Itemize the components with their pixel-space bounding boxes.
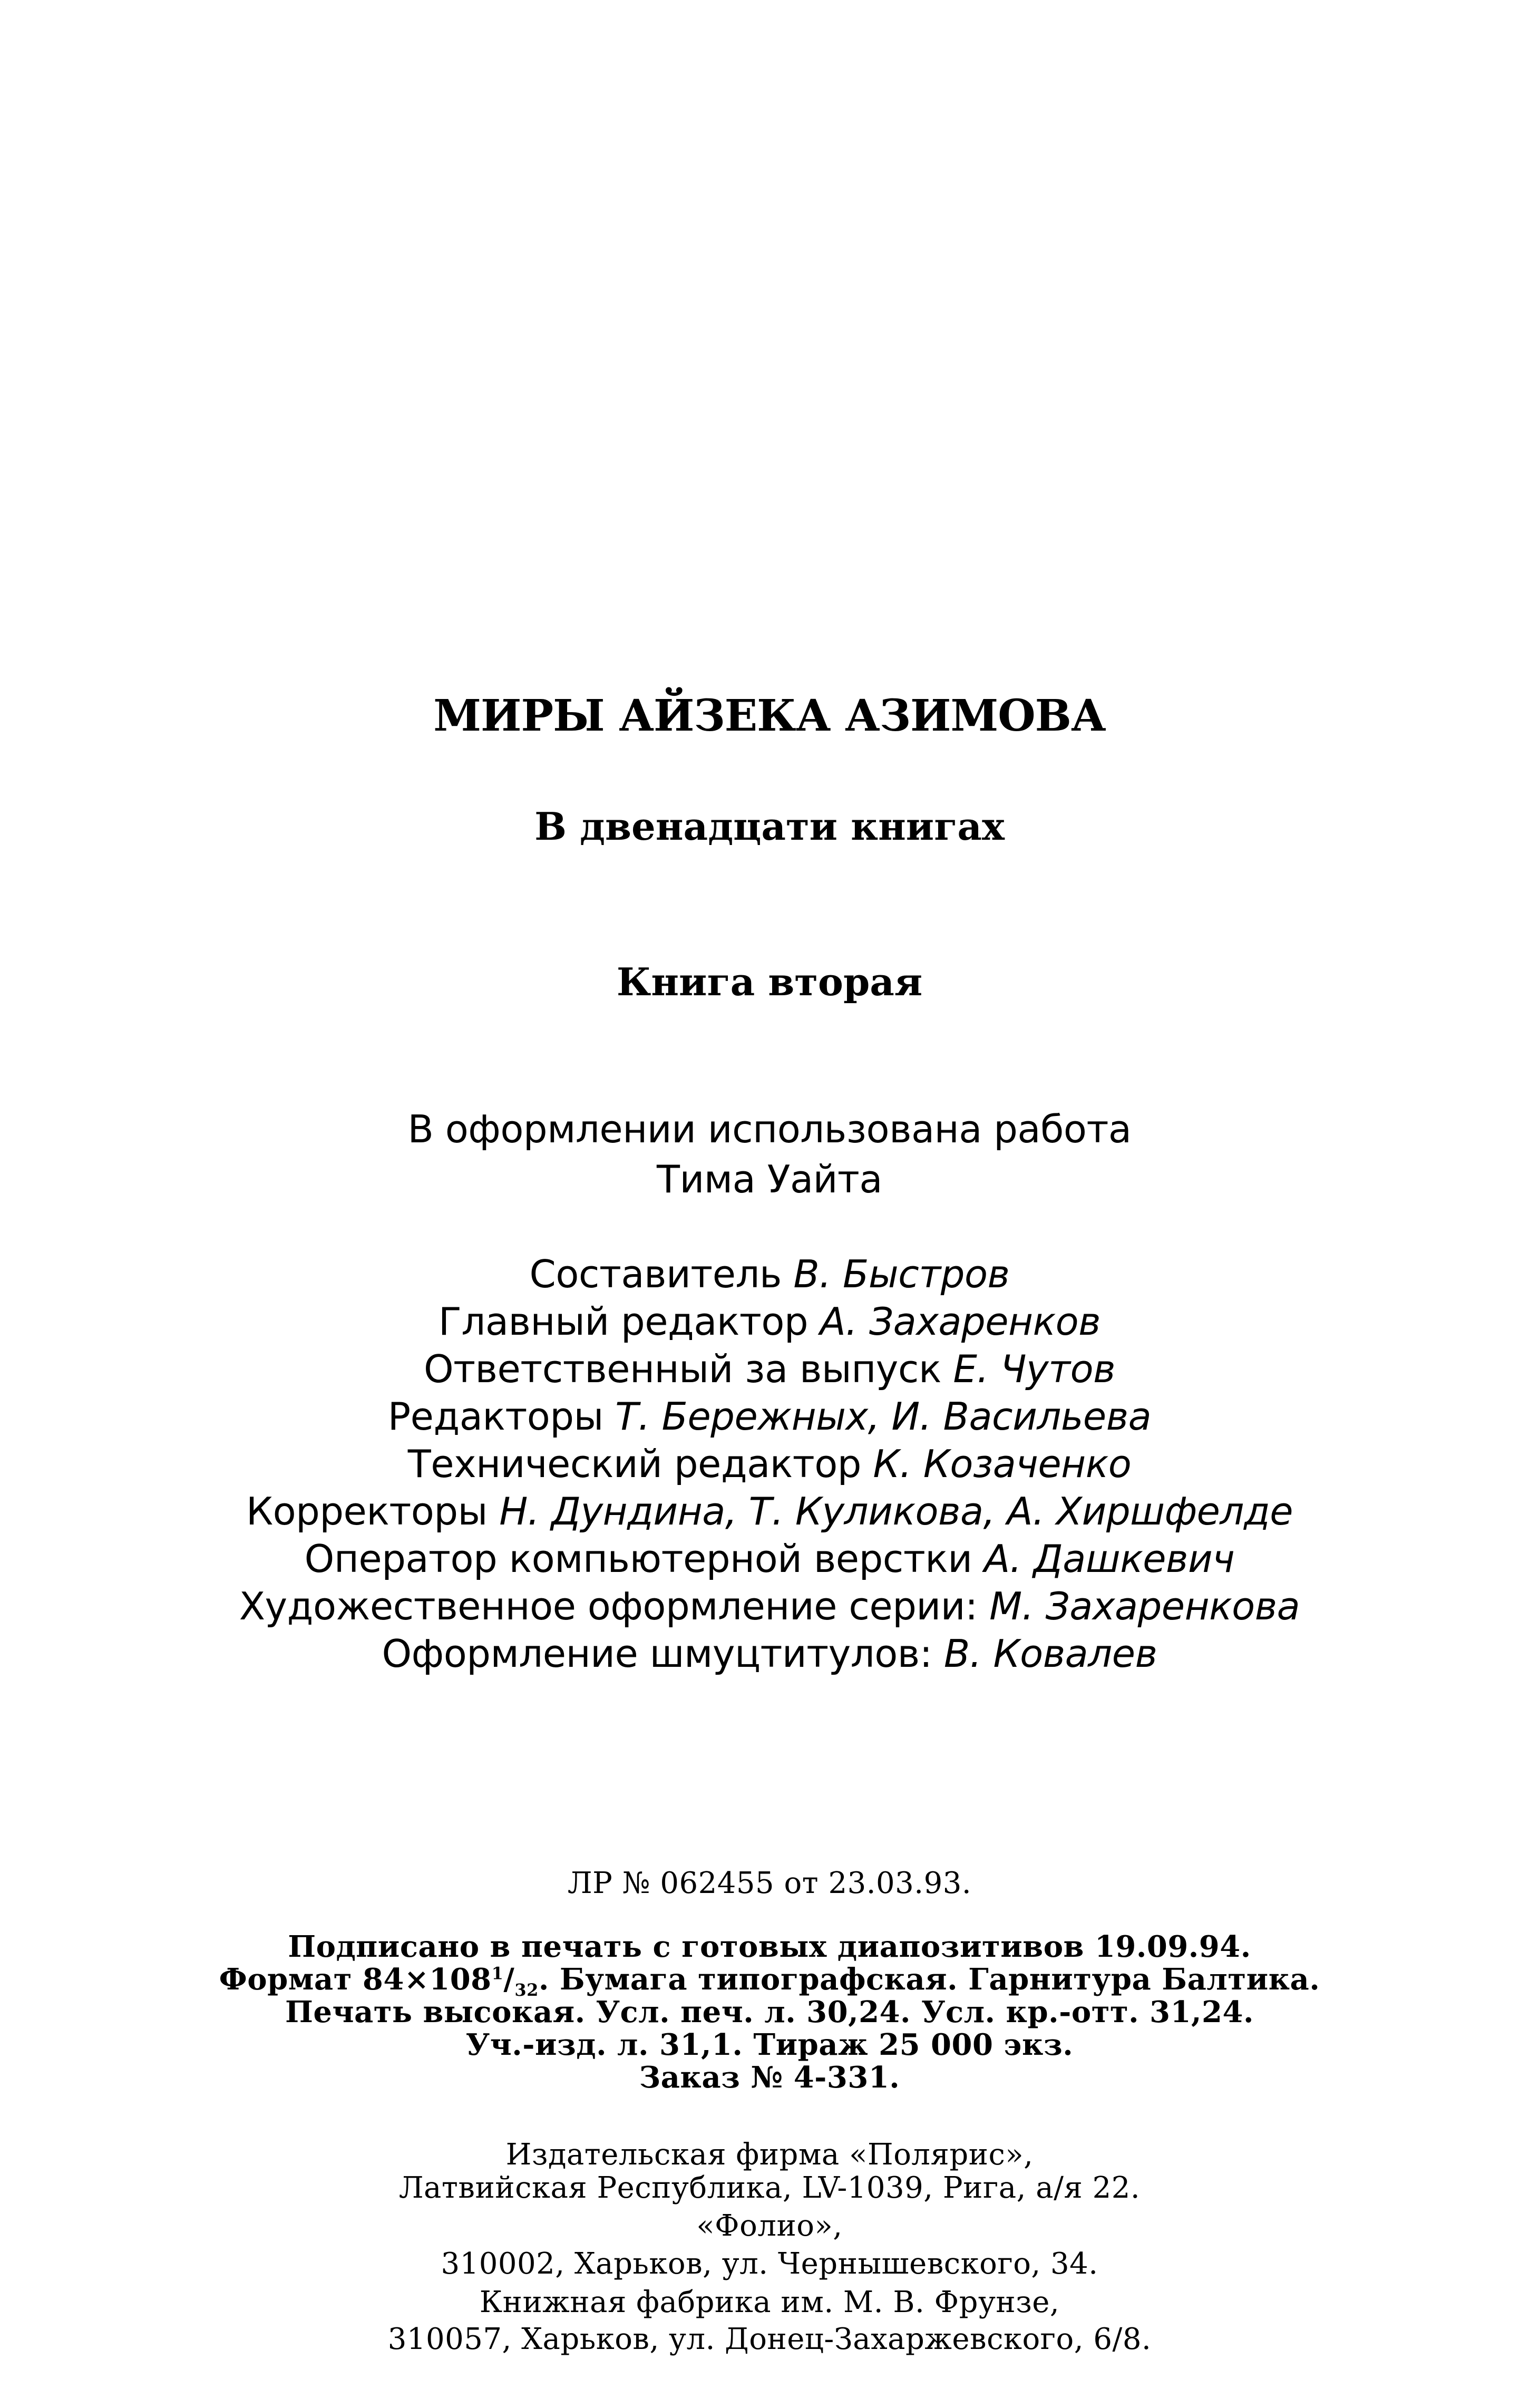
credit-role: Редакторы <box>387 1394 603 1439</box>
credit-role: Оператор компьютерной верстки <box>304 1537 972 1581</box>
credit-line-release <box>0 1347 1539 1391</box>
credit-name: Т. Бережных, И. Васильева <box>615 1394 1152 1439</box>
order-number: Заказ № 4-331. <box>639 2060 900 2095</box>
publisher-line-2: Латвийская Республика, LV-1039, Рига, а/я 22. <box>398 2171 1141 2205</box>
artwork-credit-line1: В оформлении использована работа <box>407 1107 1132 1151</box>
credit-role: Корректоры <box>246 1489 488 1533</box>
credit-line-proofreaders <box>0 1489 1539 1533</box>
edition-info: Уч.-изд. л. 31,1. Тираж 25 000 экз. <box>465 2027 1074 2062</box>
book-number: Книга вторая <box>616 959 923 1004</box>
format-numerator: 1 <box>491 1963 504 1984</box>
credit-role: Оформление шмуцтитулов: <box>382 1632 932 1676</box>
publisher-line-4: 310002, Харьков, ул. Чернышевского, 34. <box>441 2247 1098 2281</box>
credit-line-chief-editor <box>0 1299 1539 1344</box>
credit-line-half-titles <box>0 1632 1539 1676</box>
publisher-line-3: «Фолио», <box>696 2209 843 2243</box>
credit-role: Главный редактор <box>438 1299 809 1344</box>
format-denominator: 32 <box>514 1980 539 2001</box>
credit-name: А. Дашкевич <box>983 1537 1235 1581</box>
print-type: Печать высокая. Усл. печ. л. 30,24. Усл. кр.-отт. 31,24. <box>285 1995 1254 2030</box>
credit-line-tech-editor <box>0 1442 1539 1486</box>
credit-role: Составитель <box>529 1252 782 1296</box>
credit-line-editors <box>0 1394 1539 1439</box>
signed-for-print: Подписано в печать с готовых диапозитивов 19.09.94. <box>288 1929 1251 1964</box>
credit-line-series-design <box>0 1584 1539 1628</box>
publisher-line-1: Издательская фирма «Полярис», <box>505 2138 1034 2172</box>
format-prefix: Формат 84×108 <box>219 1962 492 1997</box>
license-number: ЛР № 062455 от 23.03.93. <box>567 1866 972 1900</box>
credit-role: Технический редактор <box>407 1442 861 1486</box>
credit-line-layout <box>0 1537 1539 1581</box>
credit-role: Художественное оформление серии: <box>239 1584 978 1628</box>
credit-name: А. Захаренков <box>820 1299 1101 1344</box>
credit-name: М. Захаренкова <box>989 1584 1300 1628</box>
artwork-credit-line2: Тима Уайта <box>657 1157 882 1201</box>
format-suffix: . Бумага типографская. Гарнитура Балтика. <box>538 1962 1320 1997</box>
credit-name: Е. Чутов <box>953 1347 1116 1391</box>
paper-format: Формат $84\times 108^1/_{32}$. Бумага типографская. Гарнитура Балтика. <box>219 1962 1320 2001</box>
credit-role: Ответственный за выпуск <box>423 1347 941 1391</box>
credit-name: В. Быстров <box>793 1252 1010 1296</box>
publisher-line-6: 310057, Харьков, ул. Донец-Захаржевского, 6/8. <box>387 2322 1152 2356</box>
series-subtitle: В двенадцати книгах <box>534 804 1005 849</box>
series-title: МИРЫ АЙЗЕКА АЗИМОВА <box>433 691 1106 741</box>
credit-name: Н. Дундина, Т. Куликова, А. Хиршфелде <box>499 1489 1293 1533</box>
credit-name: В. Ковалев <box>943 1632 1157 1676</box>
credit-name: К. Козаченко <box>873 1442 1132 1486</box>
credit-line-compiler <box>0 1252 1539 1296</box>
publisher-line-5: Книжная фабрика им. М. В. Фрунзе, <box>479 2285 1060 2319</box>
